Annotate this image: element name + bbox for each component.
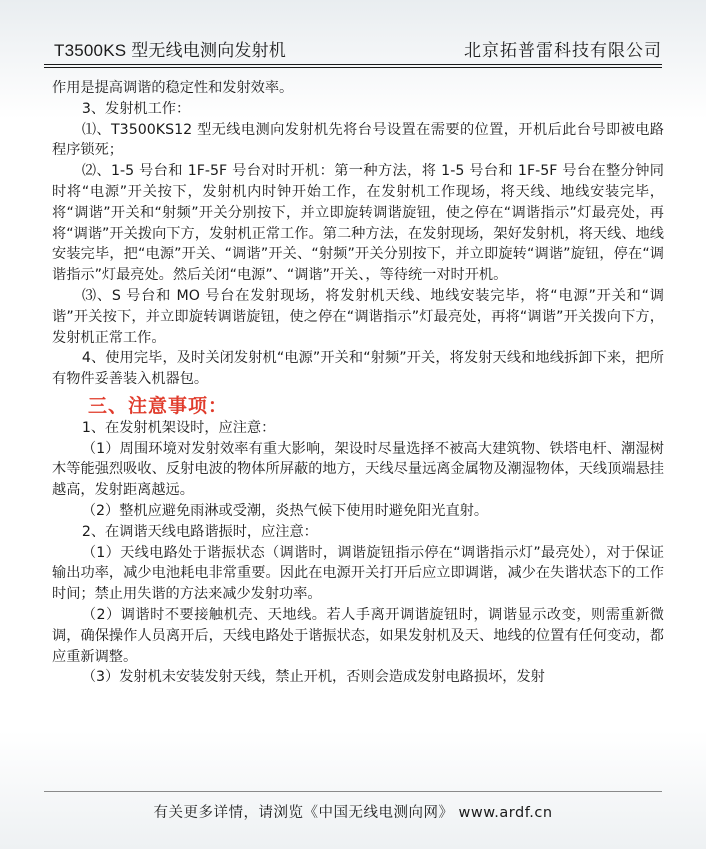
precaution-1-item-1: （1）周围环境对发射效率有重大影响，架设时尽量选择不被高大建筑物、铁塔电杆、潮湿树木等能强烈吸收、反射电波的物体所屏蔽的地方，天线尽量远离金属物及潮湿物体，天线顶端悬挂越高，发射距离越远。 <box>52 440 664 499</box>
precaution-2-item-3: （3）发射机未安装发射天线，禁止开机，否则会造成发射电路损坏，发射 <box>81 669 545 686</box>
paragraph-continuation: 作用是提高调谐的稳定性和发射效率。 <box>52 80 294 96</box>
step-2-paragraph: ⑵、1-5 号台和 1F-5F 号台对时开机：第一种方法，将 1-5 号台和 1F-5F 号台在整分钟同时将“电源”开关按下，发射机内时钟开始工作，在发射机工作现场，将天线、地线安装完毕，将“调谐”开关和“射频”开关分别按下，并立即旋转调谐旋钮，使之停在“调谐指示”灯最亮处，再将“调谐”开关拨向下方，发射机正常工作。第二种方法，在发射现场，架好发射机，将天线、地线安装完毕，把“电源”开关、“调谐”开关、“射频”开关分别按下，并立即旋转“调谐”旋钮，停在“调谐指示”灯最亮处。然后关闭“电源”、“调谐”开关、，等待统一对时开机。 <box>52 163 664 284</box>
step-3-paragraph: ⑶、S 号台和 MO 号台在发射现场，将发射机天线、地线安装完毕，将“电源”开关和“调谐”开关按下，并立即旋转调谐旋钮，使之停在“调谐指示”灯最亮处，再将“调谐”开关拨向下方，发射机正常工作。 <box>52 287 664 346</box>
precaution-1-item-2: （2）整机应避免雨淋或受潮，炎热气候下使用时避免阳光直射。 <box>81 502 489 519</box>
precaution-2-item-1: （1）天线电路处于谐振状态（调谐时，调谐旋钮指示停在“调谐指示灯”最亮处），对于保证输出功率，减少电池耗电非常重要。因此在电源开关打开后应立即调谐，减少在失谐状态下的工作时间；禁止用失谐的方法来减少发射功率。 <box>52 544 664 603</box>
header-rule-secondary <box>44 67 662 68</box>
section-title-precautions: 三、注意事项： <box>88 394 229 417</box>
precaution-2-heading: 2、在调谐天线电路谐振时，应注意： <box>81 523 318 540</box>
header-rule <box>44 64 662 65</box>
company-name: 北京拓普雷科技有限公司 <box>464 41 662 61</box>
document-title: T3500KS 型无线电测向发射机 <box>54 41 287 60</box>
footer-text: 有关更多详情，请浏览《中国无线电测向网》 www.ardf.cn <box>153 805 553 821</box>
precaution-1-heading: 1、在发射机架设时，应注意： <box>81 419 276 436</box>
precaution-2-item-2: （2）调谐时不要接触机壳、天地线。若人手离开调谐旋钮时，调谐显示改变，则需重新微调，确保操作人员离开后，天线电路处于谐振状态，如果发射机及天、地线的位置有任何变动，都应重新调整。 <box>52 606 664 665</box>
step-heading-transmitter-operation: 3、发射机工作： <box>81 100 191 117</box>
footer-rule <box>44 791 662 792</box>
document-body <box>52 78 664 688</box>
step-1-paragraph: ⑴、T3500KS12 型无线电测向发射机先将台号设置在需要的位置，开机后此台号即被电路程序锁死； <box>52 121 664 159</box>
step-4-paragraph: 4、使用完毕，及时关闭发射机“电源”开关和“射频”开关，将发射天线和地线拆卸下来，把所有物件妥善装入机器包。 <box>52 350 664 388</box>
page-header <box>0 0 706 66</box>
